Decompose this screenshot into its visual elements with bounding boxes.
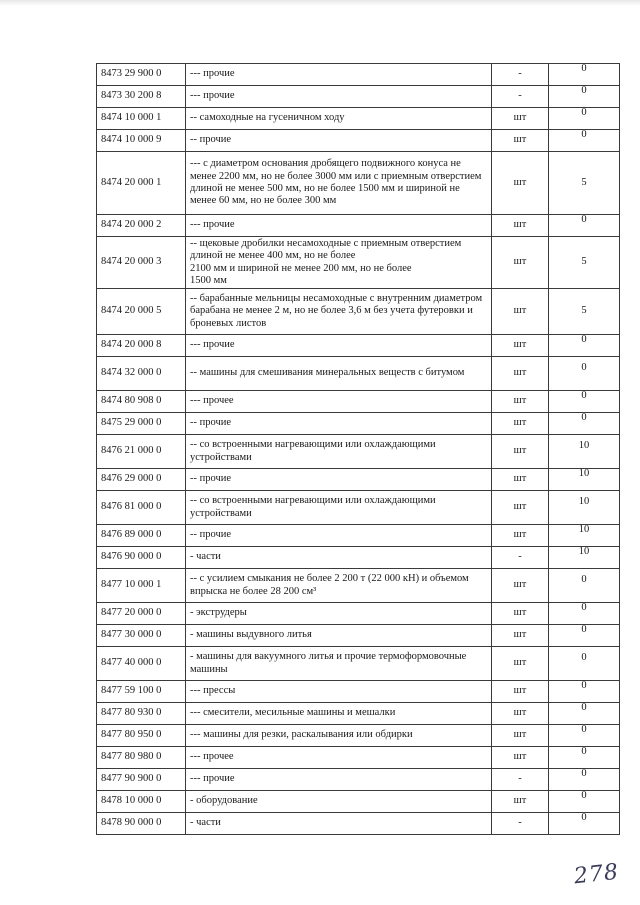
description-text: -- со встроенными нагревающими или охлаждающими устройствами: [190, 439, 436, 463]
unit-cell: шт: [492, 391, 549, 413]
unit-cell: шт: [492, 130, 549, 152]
duty-rate-cell: [549, 647, 620, 681]
duty-rate-cell: [549, 435, 620, 469]
table-row: [97, 725, 620, 747]
description-cell: [186, 547, 492, 569]
tariff-code-cell: 8476 21 000 0: [97, 435, 186, 469]
unit-cell: -: [492, 547, 549, 569]
duty-rate-value: 0: [581, 652, 587, 664]
tariff-code-cell: 8477 90 900 0: [97, 769, 186, 791]
unit-cell: шт: [492, 647, 549, 681]
description-text: --- прочие: [190, 339, 235, 351]
table-row: [97, 289, 620, 335]
table-row: [97, 215, 620, 237]
duty-rate-cell: [549, 130, 620, 152]
duty-rate-value: 0: [581, 724, 587, 736]
description-text: - машины для вакуумного литья и прочие термоформовочные машины: [190, 651, 467, 675]
description-cell: [186, 215, 492, 237]
unit-cell: шт: [492, 357, 549, 391]
tariff-code-cell: 8474 20 000 8: [97, 335, 186, 357]
table-row: [97, 547, 620, 569]
description-text: - экструдеры: [190, 607, 247, 619]
unit-cell: шт: [492, 335, 549, 357]
description-text: - части: [190, 551, 221, 563]
tariff-code-cell: 8474 20 000 1: [97, 152, 186, 215]
duty-rate-value: 5: [581, 176, 587, 188]
description-text: --- прочее: [190, 751, 234, 763]
duty-rate-cell: [549, 813, 620, 835]
duty-rate-value: 0: [581, 334, 587, 346]
description-text: -- прочие: [190, 417, 232, 429]
unit-cell: шт: [492, 681, 549, 703]
duty-rate-cell: [549, 491, 620, 525]
description-text: -- машины для смешивания минеральных веществ с битумом: [190, 367, 465, 379]
tariff-code-cell: 8474 20 000 2: [97, 215, 186, 237]
description-cell: [186, 335, 492, 357]
tariff-code-cell: 8478 90 000 0: [97, 813, 186, 835]
description-text: - части: [190, 817, 221, 829]
duty-rate-cell: [549, 681, 620, 703]
tariff-code-cell: 8478 10 000 0: [97, 791, 186, 813]
duty-rate-cell: [549, 152, 620, 215]
table-row: [97, 152, 620, 215]
description-cell: [186, 769, 492, 791]
description-cell: [186, 237, 492, 289]
description-text: -- прочие: [190, 473, 232, 485]
duty-rate-value: 10: [578, 496, 590, 508]
table-row: [97, 357, 620, 391]
table-row: [97, 391, 620, 413]
unit-cell: шт: [492, 569, 549, 603]
duty-rate-value: 5: [581, 305, 587, 317]
tariff-code-cell: 8477 80 930 0: [97, 703, 186, 725]
table-row: [97, 108, 620, 130]
description-text: -- барабанные мельницы несамоходные с внутренним диаметром барабана не менее 2 м, но не более 3,6 м без учета футеровки и броневых листов: [190, 292, 483, 329]
description-text: -- прочие: [190, 529, 232, 541]
tariff-code-cell: 8476 81 000 0: [97, 491, 186, 525]
description-cell: [186, 108, 492, 130]
description-cell: [186, 725, 492, 747]
duty-rate-value: 0: [581, 63, 587, 75]
duty-rate-value: 0: [581, 412, 587, 424]
duty-rate-cell: [549, 769, 620, 791]
duty-rate-cell: [549, 525, 620, 547]
table-row: [97, 64, 620, 86]
duty-rate-cell: [549, 747, 620, 769]
description-cell: [186, 681, 492, 703]
description-text: - оборудование: [190, 795, 258, 807]
tariff-code-cell: 8475 29 000 0: [97, 413, 186, 435]
tariff-code-cell: 8476 90 000 0: [97, 547, 186, 569]
table-row: [97, 647, 620, 681]
table-row: [97, 791, 620, 813]
tariff-code-cell: 8477 10 000 1: [97, 569, 186, 603]
description-cell: [186, 625, 492, 647]
duty-rate-cell: [549, 335, 620, 357]
duty-rate-value: 0: [581, 362, 587, 374]
description-text: -- щековые дробилки несамоходные с приемным отверстием длиной не менее 400 мм, но не более 2100 мм и шириной не менее 200 мм, но не более 1500 мм: [190, 237, 462, 286]
table-row: [97, 130, 620, 152]
unit-cell: шт: [492, 525, 549, 547]
description-text: --- прочие: [190, 773, 235, 785]
duty-rate-value: 0: [581, 746, 587, 758]
table-row: [97, 625, 620, 647]
description-cell: [186, 413, 492, 435]
tariff-code-cell: 8477 80 950 0: [97, 725, 186, 747]
unit-cell: шт: [492, 237, 549, 289]
table-row: [97, 603, 620, 625]
duty-rate-value: 10: [578, 524, 590, 536]
description-text: --- прессы: [190, 685, 236, 697]
table-row: [97, 681, 620, 703]
tariff-code-cell: 8477 30 000 0: [97, 625, 186, 647]
description-cell: [186, 703, 492, 725]
description-cell: [186, 391, 492, 413]
description-cell: [186, 64, 492, 86]
tariff-code-cell: 8477 80 980 0: [97, 747, 186, 769]
unit-cell: шт: [492, 791, 549, 813]
duty-rate-value: 5: [581, 256, 587, 268]
duty-rate-value: 0: [581, 85, 587, 97]
description-text: --- прочие: [190, 219, 235, 231]
description-text: --- прочие: [190, 68, 235, 80]
duty-rate-cell: [549, 547, 620, 569]
description-text: -- со встроенными нагревающими или охлаждающими устройствами: [190, 495, 436, 519]
description-text: -- с усилием смыкания не более 2 200 т (22 000 кН) и объемом впрыска не более 28 200 см³: [190, 573, 469, 597]
duty-rate-cell: [549, 357, 620, 391]
tariff-code-cell: 8473 30 200 8: [97, 86, 186, 108]
duty-rate-value: 0: [581, 702, 587, 714]
duty-rate-value: 10: [578, 468, 590, 480]
description-cell: [186, 569, 492, 603]
description-cell: [186, 491, 492, 525]
duty-rate-value: 0: [581, 812, 587, 824]
tariff-code-cell: 8473 29 900 0: [97, 64, 186, 86]
duty-rate-value: 0: [581, 574, 587, 586]
description-text: --- машины для резки, раскалывания или обдирки: [190, 729, 413, 741]
unit-cell: шт: [492, 491, 549, 525]
table-row: [97, 569, 620, 603]
tariff-code-cell: 8477 20 000 0: [97, 603, 186, 625]
tariff-code-cell: 8474 10 000 9: [97, 130, 186, 152]
duty-rate-value: 0: [581, 129, 587, 141]
duty-rate-cell: [549, 725, 620, 747]
duty-rate-value: 0: [581, 390, 587, 402]
table-row: [97, 237, 620, 289]
duty-rate-cell: [549, 569, 620, 603]
duty-rate-value: 0: [581, 107, 587, 119]
description-text: --- смесители, месильные машины и мешалки: [190, 707, 396, 719]
tariff-code-cell: 8476 29 000 0: [97, 469, 186, 491]
unit-cell: шт: [492, 413, 549, 435]
description-cell: [186, 525, 492, 547]
description-cell: [186, 289, 492, 335]
duty-rate-cell: [549, 289, 620, 335]
unit-cell: шт: [492, 289, 549, 335]
unit-cell: шт: [492, 108, 549, 130]
duty-rate-value: 10: [578, 546, 590, 558]
table-row: [97, 747, 620, 769]
duty-rate-cell: [549, 703, 620, 725]
duty-rate-cell: [549, 625, 620, 647]
table-row: [97, 335, 620, 357]
duty-rate-value: 0: [581, 214, 587, 226]
tariff-code-cell: 8477 40 000 0: [97, 647, 186, 681]
description-cell: [186, 813, 492, 835]
description-text: -- прочие: [190, 134, 232, 146]
table-row: [97, 86, 620, 108]
handwritten-page-number: 278: [572, 859, 621, 890]
description-text: --- прочие: [190, 90, 235, 102]
duty-rate-cell: [549, 469, 620, 491]
tariff-code-cell: 8474 20 000 5: [97, 289, 186, 335]
duty-rate-cell: [549, 237, 620, 289]
duty-rate-cell: [549, 86, 620, 108]
description-cell: [186, 647, 492, 681]
tariff-table-body: [97, 64, 620, 835]
description-text: --- прочее: [190, 395, 234, 407]
description-cell: [186, 435, 492, 469]
duty-rate-value: 0: [581, 602, 587, 614]
duty-rate-cell: [549, 413, 620, 435]
unit-cell: шт: [492, 747, 549, 769]
duty-rate-value: 0: [581, 680, 587, 692]
unit-cell: -: [492, 813, 549, 835]
duty-rate-value: 0: [581, 768, 587, 780]
duty-rate-cell: [549, 603, 620, 625]
unit-cell: шт: [492, 603, 549, 625]
tariff-code-cell: 8474 32 000 0: [97, 357, 186, 391]
description-cell: [186, 747, 492, 769]
description-cell: [186, 86, 492, 108]
duty-rate-value: 0: [581, 624, 587, 636]
table-row: [97, 769, 620, 791]
duty-rate-value: 10: [578, 440, 590, 452]
unit-cell: шт: [492, 152, 549, 215]
table-row: [97, 469, 620, 491]
unit-cell: -: [492, 64, 549, 86]
description-cell: [186, 130, 492, 152]
unit-cell: шт: [492, 725, 549, 747]
table-row: [97, 435, 620, 469]
unit-cell: шт: [492, 215, 549, 237]
description-text: - машины выдувного литья: [190, 629, 312, 641]
description-cell: [186, 357, 492, 391]
unit-cell: шт: [492, 435, 549, 469]
unit-cell: шт: [492, 469, 549, 491]
tariff-code-cell: 8476 89 000 0: [97, 525, 186, 547]
unit-cell: -: [492, 86, 549, 108]
scan-edge: [0, 0, 640, 6]
unit-cell: шт: [492, 625, 549, 647]
duty-rate-cell: [549, 391, 620, 413]
duty-rate-cell: [549, 64, 620, 86]
description-text: --- с диаметром основания дробящего подвижного конуса не менее 2200 мм, но не более 3000 мм или с приемным отверстием длиной не менее 500 мм, но не более 1500 мм и шириной не менее 60 мм, но не более 300 мм: [190, 158, 482, 207]
duty-rate-cell: [549, 791, 620, 813]
tariff-code-cell: 8474 20 000 3: [97, 237, 186, 289]
duty-rate-cell: [549, 215, 620, 237]
description-cell: [186, 791, 492, 813]
table-row: [97, 413, 620, 435]
unit-cell: шт: [492, 703, 549, 725]
duty-rate-cell: [549, 108, 620, 130]
unit-cell: -: [492, 769, 549, 791]
table-row: [97, 491, 620, 525]
tariff-table: [96, 63, 620, 835]
tariff-code-cell: 8474 80 908 0: [97, 391, 186, 413]
table-row: [97, 813, 620, 835]
tariff-code-cell: 8474 10 000 1: [97, 108, 186, 130]
description-cell: [186, 603, 492, 625]
table-row: [97, 525, 620, 547]
tariff-code-cell: 8477 59 100 0: [97, 681, 186, 703]
description-cell: [186, 469, 492, 491]
table-row: [97, 703, 620, 725]
description-cell: [186, 152, 492, 215]
description-text: -- самоходные на гусеничном ходу: [190, 112, 345, 124]
duty-rate-value: 0: [581, 790, 587, 802]
